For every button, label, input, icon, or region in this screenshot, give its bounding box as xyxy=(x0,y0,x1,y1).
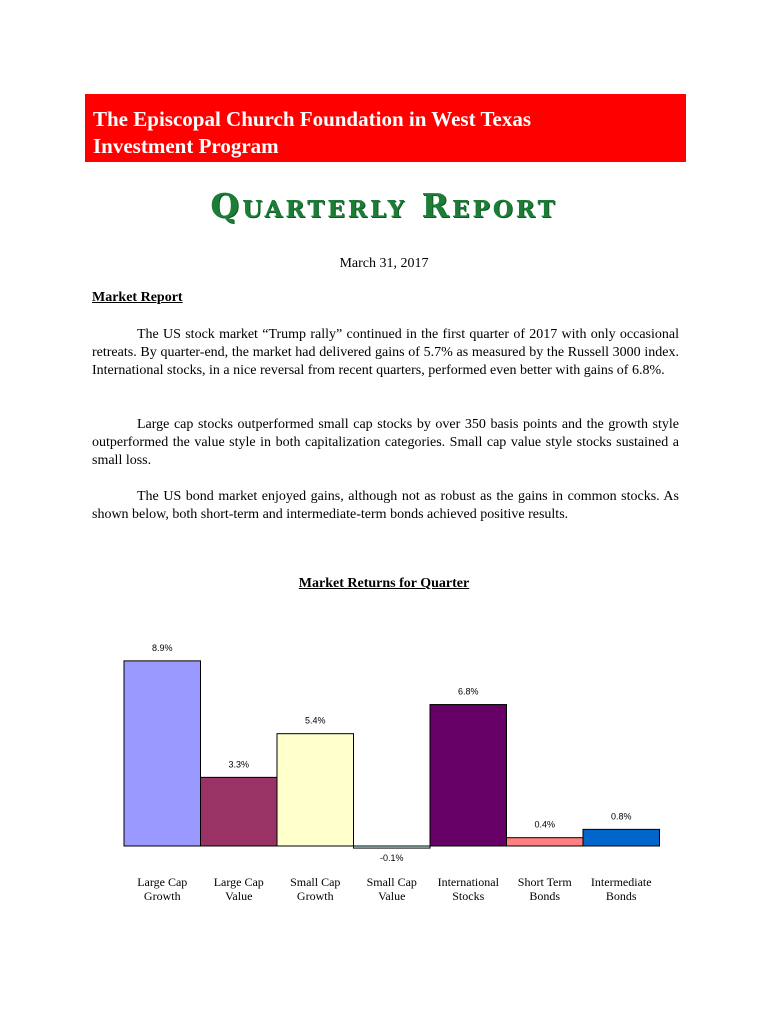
paragraph-3: The US bond market enjoyed gains, although not as robust as the gains in common stocks. As shown below, both short-term and intermediate-term bonds achieved positive results. xyxy=(92,489,679,522)
category-label-4-0: International xyxy=(437,875,499,889)
category-label-0-1: Growth xyxy=(143,889,181,903)
chart-title: Market Returns for Quarter xyxy=(298,576,470,591)
category-label-5-1: Bonds xyxy=(529,889,561,903)
category-label-0-0: Large Cap xyxy=(137,875,188,889)
header-line-1: The Episcopal Church Foundation in West Texas xyxy=(93,107,532,131)
category-label-1-0: Large Cap xyxy=(213,875,264,889)
category-label-3-1: Value xyxy=(378,889,406,903)
category-label-2-0: Small Cap xyxy=(290,875,341,889)
bar-1 xyxy=(201,777,278,846)
bar-4 xyxy=(430,705,507,846)
bar-0 xyxy=(124,661,201,846)
category-label-1-1: Value xyxy=(225,889,253,903)
header-banner xyxy=(85,94,686,162)
bar-5 xyxy=(507,838,584,846)
market-returns-chart xyxy=(100,630,680,920)
data-label-6: 0.8% xyxy=(610,811,632,822)
data-label-0: 8.9% xyxy=(151,642,173,653)
data-label-2: 5.4% xyxy=(304,715,326,726)
section-title: Market Report xyxy=(92,290,183,305)
category-label-6-1: Bonds xyxy=(605,889,637,903)
category-label-5-0: Short Term xyxy=(517,875,572,889)
bar-2 xyxy=(277,734,354,846)
data-label-4: 6.8% xyxy=(457,686,479,697)
category-label-4-1: Stocks xyxy=(452,889,485,903)
category-label-2-1: Growth xyxy=(296,889,334,903)
data-label-3: -0.1% xyxy=(379,853,404,863)
data-label-1: 3.3% xyxy=(228,759,250,770)
report-date: March 31, 2017 xyxy=(339,256,429,271)
category-label-3-0: Small Cap xyxy=(366,875,417,889)
header-line-2: Investment Program xyxy=(93,134,279,158)
data-label-5: 0.4% xyxy=(534,819,556,830)
paragraph-2: Large cap stocks outperformed small cap stocks by over 350 basis points and the growth style outperformed the value style in both capitalization categories. Small cap value style stocks sustained a small loss. xyxy=(92,417,679,468)
bar-6 xyxy=(583,829,660,846)
report-title: Quarterly Report xyxy=(210,186,558,225)
category-label-6-0: Intermediate xyxy=(590,875,652,889)
paragraph-1: The US stock market “Trump rally” continued in the first quarter of 2017 with only occasional retreats. By quarter-end, the market had delivered gains of 5.7% as measured by the Russell 3000 index. International stocks, in a nice reversal from recent quarters, performed even better with gains of 6.8%. xyxy=(92,327,679,378)
